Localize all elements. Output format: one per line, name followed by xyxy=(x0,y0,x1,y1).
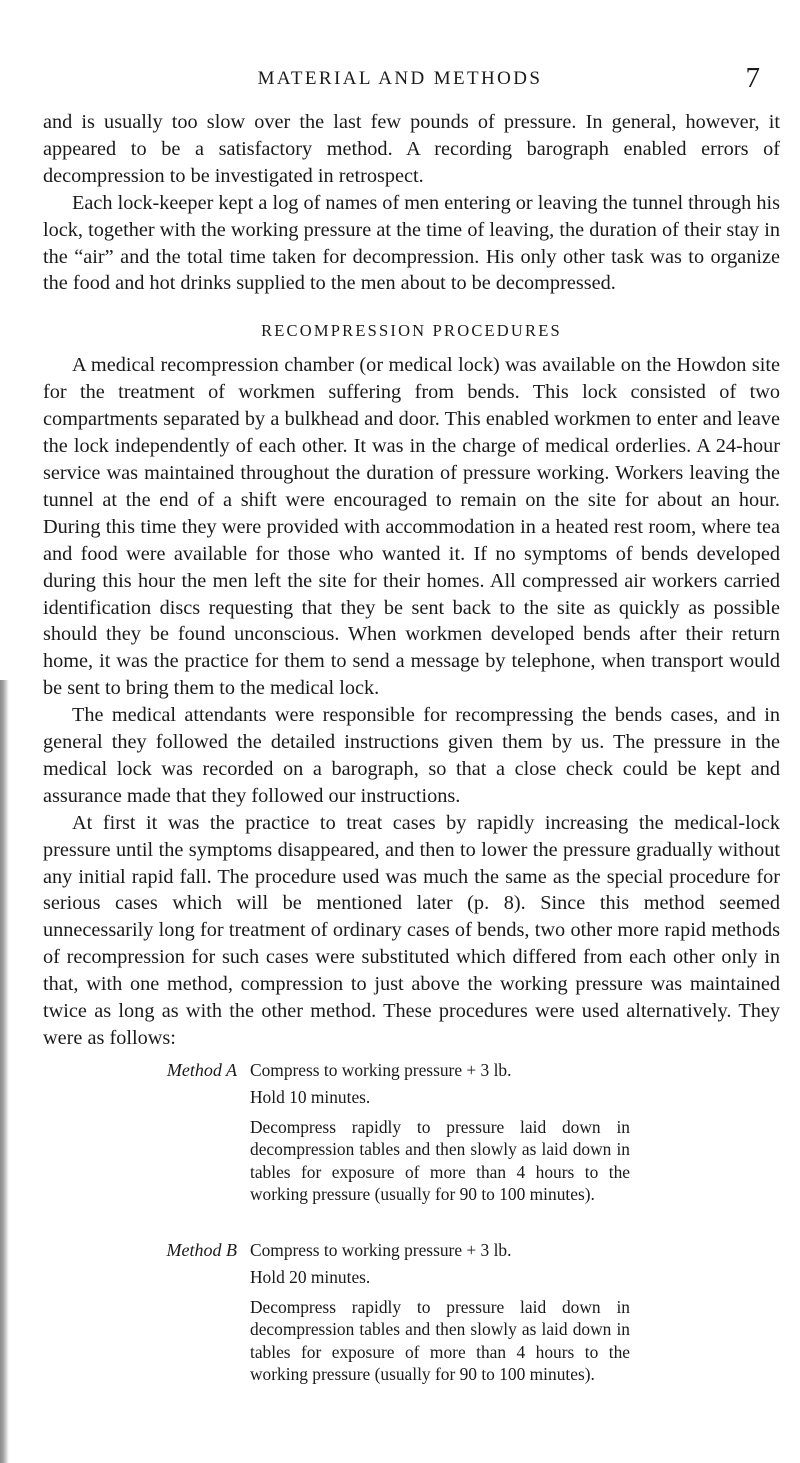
page-number: 7 xyxy=(745,62,760,94)
paragraph-continuation: and is usually too slow over the last few pounds of pressure. In general, however, it appeared to be a satisfactory method. A recording barograph enabled errors of decompression to be investigated in retrospect. xyxy=(43,111,780,187)
running-head xyxy=(0,63,800,95)
method-b-steps xyxy=(250,1238,630,1394)
paragraph-medical-lock: A medical recompression chamber (or medical lock) was available on the Howdon site for the treatment of workmen suffering from bends. This lock consisted of two compartments separated by a bulkhead and door. This enabled workmen to enter and leave the lock independently of each other. It was in the charge of medical orderlies. A 24-hour service was maintained throughout the duration of pressure working. Workers leaving the tunnel at the end of a shift were encouraged to remain on the site for about an hour. During this time they were provided with accommodation in a heated rest room, where tea and food were available for those who wanted it. If no symptoms of bends developed during this hour the men left the site for their homes. All compressed air workers carried identification discs requesting that they be sent back to the site as quickly as possible should they be found unconscious. When workmen developed bends after their return home, it was the practice for them to send a message by telephone, when transport would be sent to bring them to the medical lock. xyxy=(43,354,780,700)
method-b-step-hold: Hold 20 minutes. xyxy=(250,1266,371,1287)
running-title: MATERIAL AND METHODS xyxy=(257,68,543,89)
method-a-step-decompress: Decompress rapidly to pressure laid down in decompression tables and then slowly as laid down in tables for exposure of more than 4 hours to the working pressure (usually for 90 to 100 minutes). xyxy=(250,1116,630,1205)
paragraph-treatment-methods: At first it was the practice to treat cases by rapidly increasing the medical-lock pressure until the symptoms disappeared, and then to lower the pressure gradually without any initial rapid fall. The procedure used was much the same as the special procedure for serious cases which will be mentioned later (p. 8). Since this method seemed unnecessarily long for treatment of ordinary cases of bends, two other more rapid methods of recompression for such cases were substituted which differed from each other only in that, with one method, compression to just above the working pressure was maintained twice as long as with the other method. These procedures were used alternatively. They were as follows: xyxy=(43,811,780,1049)
paragraph-medical-attendants: The medical attendants were responsible for recompressing the bends cases, and in general they followed the detailed instructions given them by us. The pressure in the medical lock was recorded on a barograph, so that a close check could be kept and assurance made that they followed our instructions. xyxy=(43,704,780,807)
method-b-step-compress: Compress to working pressure + 3 lb. xyxy=(250,1239,512,1260)
method-b-step-decompress: Decompress rapidly to pressure laid down in decompression tables and then slowly as laid down in tables for exposure of more than 4 hours to the working pressure (usually for 90 to 100 minutes). xyxy=(250,1296,630,1385)
method-a-block xyxy=(43,1058,780,1214)
binding-edge-shadow xyxy=(0,680,9,1463)
section-heading: RECOMPRESSION PROCEDURES xyxy=(261,321,562,341)
method-a-label: Method A xyxy=(166,1059,237,1080)
method-a-steps xyxy=(250,1058,630,1214)
method-b-label: Method B xyxy=(166,1239,237,1260)
body-text xyxy=(43,109,780,1394)
method-b-block xyxy=(43,1238,780,1394)
method-a-step-hold: Hold 10 minutes. xyxy=(250,1086,371,1107)
paragraph-lock-keeper-log: Each lock-keeper kept a log of names of men entering or leaving the tunnel through his lock, together with the working pressure at the time of leaving, the duration of their stay in the “air” and the total time taken for decompression. His only other task was to organize the food and hot drinks supplied to the men about to be decompressed. xyxy=(43,191,780,295)
method-a-step-compress: Compress to working pressure + 3 lb. xyxy=(250,1059,512,1080)
